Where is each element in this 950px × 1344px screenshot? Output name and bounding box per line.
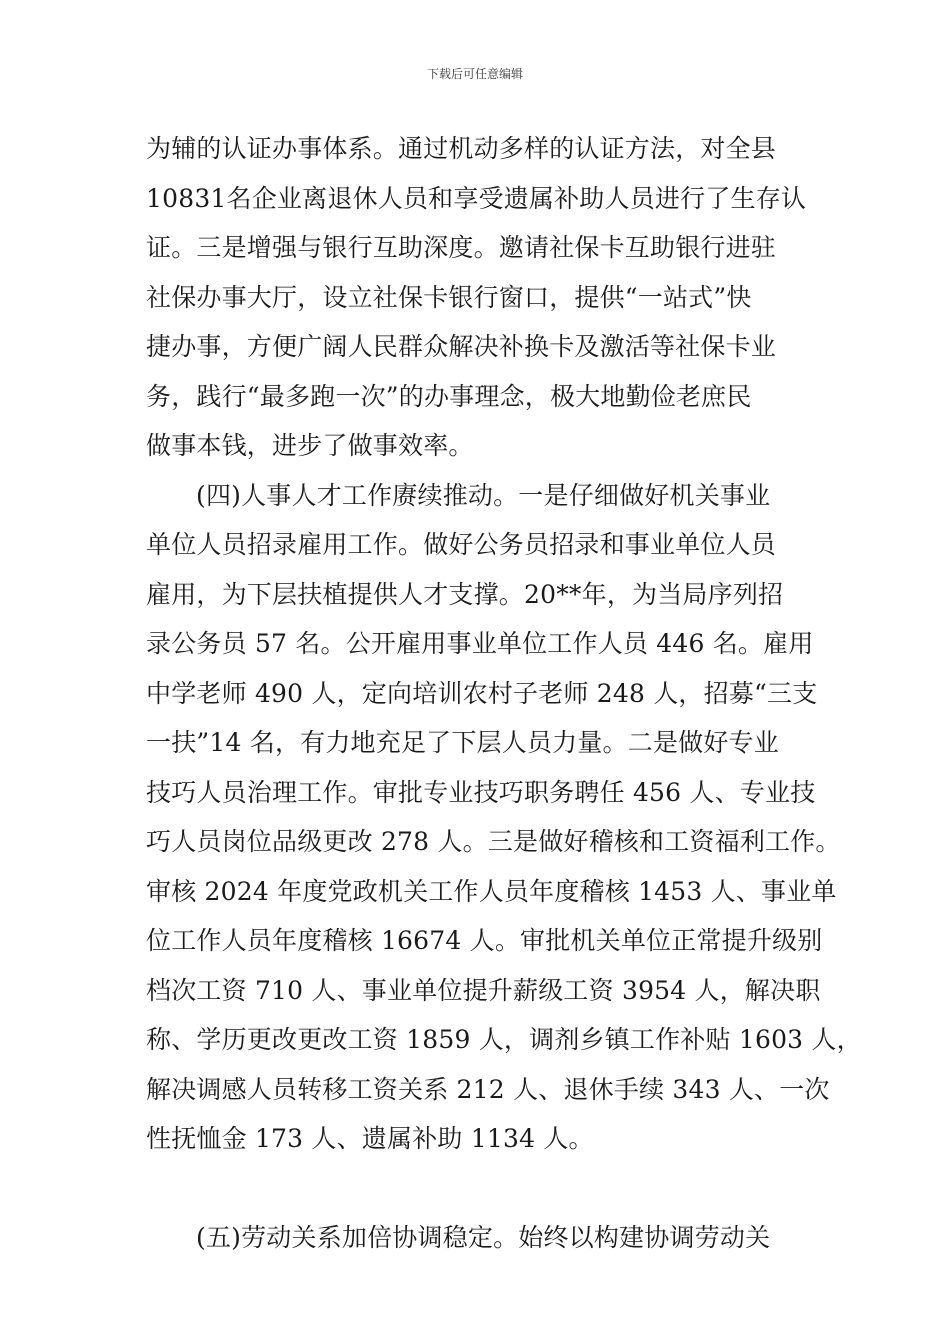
text-line: 10831名企业离退休人员和享受遗属补助人员进行了生存认 [146,183,807,213]
text-line: (五)劳动关系加倍协调稳定。始终以构建协调劳动关 [196,1223,771,1252]
text-line: 单位人员招录雇用工作。做好公务员招录和事业单位人员 [146,530,777,559]
text-line: 捷办事，方便广阔人民群众解决补换卡及激活等社保卡业 [146,332,777,361]
text-line: 性抚恤金 173 人、遗属补助 1134 人。 [146,1124,594,1153]
text-line: 务，践行“最多跑一次”的办事理念，极大地勤俭老庶民 [146,381,752,411]
text-line: 巧人员岗位品级更改 278 人。三是做好稽核和工资福利工作。 [146,827,841,856]
text-line: 档次工资 710 人、事业单位提升薪级工资 3954 人，解决职 [146,975,821,1005]
page-header: 下载后可任意编辑 [426,67,523,81]
text-line: 中学老师 490 人，定向培训农村子老师 248 人，招募“三支 [146,678,818,708]
text-line: 一扶”14 名，有力地充足了下层人员力量。二是做好专业 [146,728,779,757]
text-line: 社保办事大厅，设立社保卡银行窗口，提供“一站式”快 [146,282,752,312]
text-line: (四)人事人才工作赓续推动。一是仔细做好机关事业 [196,480,771,510]
text-line: 技巧人员治理工作。审批专业技巧职务聘任 456 人、专业技 [146,777,816,807]
text-line [146,1164,826,1214]
text-line: 为辅的认证办事体系。通过机动多样的认证方法，对全县 [146,134,777,163]
text-line: 位工作人员年度稽核 16674 人。审批机关单位正常提升级别 [146,926,823,955]
text-line: 雇用，为下层扶植提供人才支撑。20**年，为当局序列招 [146,579,784,609]
text-line: 称、学历更改更改工资 1859 人，调剂乡镇工作补贴 1603 人， [146,1025,862,1054]
text-line: 做事本钱，进步了做事效率。 [146,431,474,460]
text-line: 解决调感人员转移工资关系 212 人、退休手续 343 人、一次 [146,1074,830,1104]
document-body [146,124,862,1263]
text-line: 证。三是增强与银行互助深度。邀请社保卡互助银行进驻 [146,233,777,262]
text-line: 审核 2024 年度党政机关工作人员年度稽核 1453 人、事业单 [146,876,837,906]
text-line: 录公务员 57 名。公开雇用事业单位工作人员 446 名。雇用 [146,629,814,658]
